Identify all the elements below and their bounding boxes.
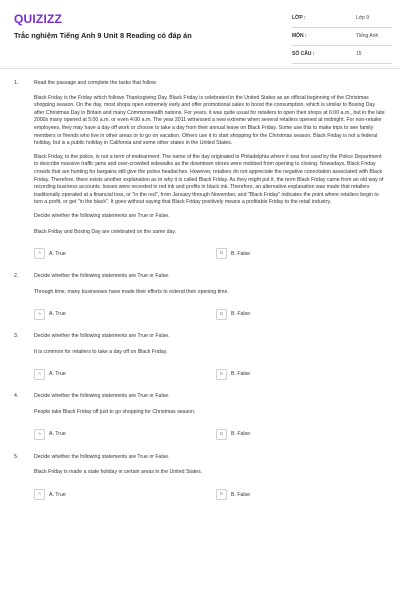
- option-true[interactable]: [34, 245, 66, 259]
- answer-options: [34, 245, 386, 259]
- option-letter-box: A: [34, 429, 45, 440]
- answer-options: [34, 365, 386, 379]
- option-false[interactable]: [216, 365, 250, 379]
- answer-options: [34, 486, 386, 500]
- meta-row-count: [292, 48, 392, 64]
- question-4: [14, 393, 386, 439]
- option-letter-box: B: [216, 429, 227, 440]
- meta-row-grade: [292, 12, 392, 28]
- question-number: 1.: [14, 80, 19, 86]
- option-true[interactable]: [34, 486, 66, 500]
- question-number: 2.: [14, 273, 19, 280]
- worksheet-meta: [292, 12, 392, 66]
- question-prompt: Read the passage and complete the tasks that follow.: [34, 80, 157, 86]
- worksheet-header: [0, 0, 400, 64]
- question-instruction: Decide whether the following statements are True or False.: [34, 393, 170, 400]
- option-letter-box: B: [216, 248, 227, 259]
- question-instruction: Decide whether the following statements are True or False.: [34, 273, 170, 280]
- option-letter-box: A: [34, 309, 45, 320]
- meta-label: LỚP :: [292, 15, 306, 21]
- option-label: A. True: [49, 250, 66, 257]
- answer-options: [34, 426, 386, 440]
- option-label: B. False: [231, 250, 251, 257]
- option-label: A. True: [49, 431, 66, 438]
- reading-passage-paragraph-1: Black Friday is the Friday which follows Thanksgiving Day. Black Friday is celebrated in the United States as an official beginning of the Christmas shopping season. On the day, most shops open extremely early and offer promotional sales to boost the consumption, which is similar to Boxing Day after Christmas Day in Britain and many Commonwealth nations. For years, it was quite usual for retailers to open their shops at 6:00 a.m., but in the late 2000s many opened at 5:00 a.m. or even 4:00 a.m. The year 2011 witnessed a new extreme when several retailers opened at midnight. For non-retailer employees, they may have a day off work or choose to take a day from their annual leave on Black Friday. Some use this to make trips to see family members or friends who live in other areas or to go on vacation. Others use it to start shopping for the Christmas season. Black Friday is not a federal holiday, but is a public holiday in California and some other states in the United States.: [34, 94, 385, 147]
- answer-options: [34, 305, 386, 319]
- option-label: B. False: [231, 371, 251, 378]
- option-true[interactable]: [34, 426, 66, 440]
- question-number: 4.: [14, 393, 19, 400]
- question-1: [14, 80, 386, 259]
- question-instruction: Decide whether the following statements are True or False.: [34, 333, 170, 340]
- meta-value: Tiếng Anh: [356, 33, 379, 39]
- question-statement: Black Friday is made a state holiday in certain areas in the United States.: [34, 469, 203, 476]
- question-statement: People take Black Friday off just to go shopping for Christmas season.: [34, 409, 196, 416]
- option-label: A. True: [49, 371, 66, 378]
- option-letter-box: A: [34, 369, 45, 380]
- option-label: B. False: [231, 491, 251, 498]
- option-label: A. True: [49, 311, 66, 318]
- question-5: [14, 454, 386, 500]
- header-divider: [0, 68, 400, 69]
- option-letter-box: B: [216, 309, 227, 320]
- question-statement: Black Friday and Boxing Day are celebrated on the same day.: [34, 228, 177, 235]
- question-statement: Through time, many businesses have made their efforts to extend their opening time.: [34, 288, 229, 295]
- question-number: 5.: [14, 453, 19, 460]
- option-label: B. False: [231, 431, 251, 438]
- question-instruction: Decide whether the following statements are True or False.: [34, 212, 170, 219]
- reading-passage-paragraph-2: Black Friday, to the police, is not a term of endearment. The name of the day originated in Philadelphia where it was first used by the Police Department to describe massive traffic jams and over-crowded sidewalks as the downtown stores were mobbed from opening to closing. Nowadays, Black Friday crowds that are hunting for bargains still give the police headaches. However, retailers do not appreciate the negative connotation associated with Black Friday. Therefore, there exists another explanation as to why it is called Black Friday. As they might put it, the term Black Friday came from an old way of recording business accounts: losses were recorded in red ink and profits in black ink. Therefore, an alternative explanation was made that retailers traditionally operated at a financial loss, or "in the red", from January through November, and "Black Friday" indicates the point where retailers begin to turn a profit, or get "in the black". It goes without saying that Black Friday positively means a profitable Friday to the retail industry.: [34, 153, 384, 206]
- meta-value: 15: [356, 51, 362, 57]
- question-2: [14, 273, 386, 319]
- meta-value: Lớp 9: [356, 15, 370, 21]
- option-true[interactable]: [34, 365, 66, 379]
- option-label: B. False: [231, 311, 251, 318]
- option-false[interactable]: [216, 305, 250, 319]
- quizizz-logo: QUIZIZZ: [14, 12, 63, 26]
- question-number: 3.: [14, 333, 19, 340]
- option-label: A. True: [49, 491, 66, 498]
- option-letter-box: B: [216, 489, 227, 500]
- option-true[interactable]: [34, 305, 66, 319]
- question-statement: It is common for retailers to take a day off on Black Friday.: [34, 348, 168, 355]
- meta-label: SỐ CÂU :: [292, 51, 315, 57]
- question-list: [14, 80, 386, 500]
- question-3: [14, 333, 386, 379]
- worksheet-title: Trắc nghiệm Tiếng Anh 9 Unit 8 Reading có đáp án: [14, 31, 192, 40]
- meta-label: MÔN :: [292, 33, 307, 39]
- option-false[interactable]: [216, 426, 250, 440]
- meta-row-subject: [292, 30, 392, 46]
- option-false[interactable]: [216, 486, 250, 500]
- question-instruction: Decide whether the following statements are True or False.: [34, 453, 170, 460]
- option-letter-box: A: [34, 248, 45, 259]
- option-false[interactable]: [216, 245, 250, 259]
- option-letter-box: A: [34, 489, 45, 500]
- option-letter-box: B: [216, 369, 227, 380]
